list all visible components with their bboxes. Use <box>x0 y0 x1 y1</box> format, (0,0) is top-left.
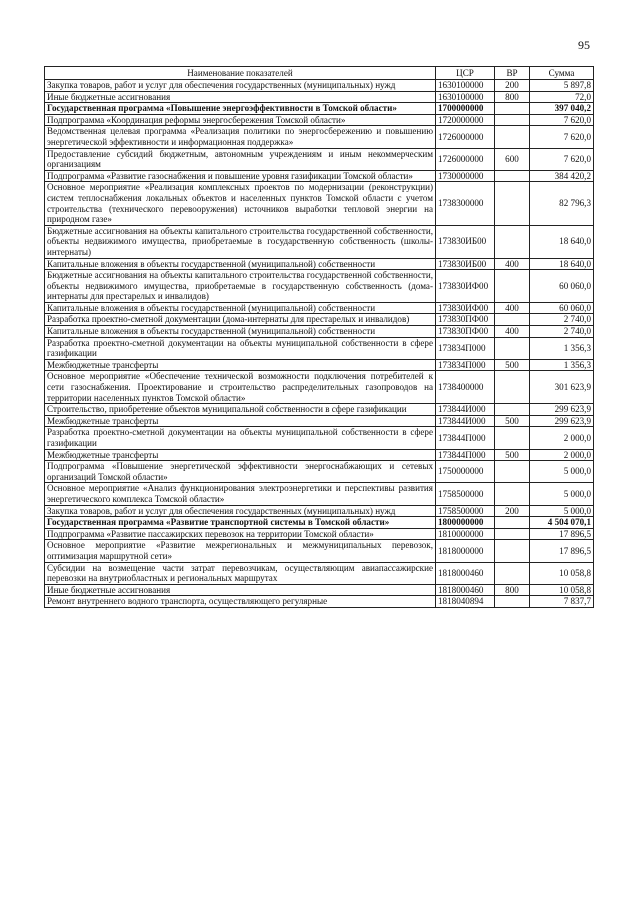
row-vr-cell <box>495 270 530 303</box>
table-row <box>45 415 594 427</box>
row-vr-cell: 600 <box>495 148 530 170</box>
row-sum-cell: 18 640,0 <box>530 258 594 270</box>
row-sum-cell: 4 504 070,1 <box>530 517 594 529</box>
row-vr-cell: 800 <box>495 91 530 103</box>
table-row <box>45 359 594 371</box>
table-row <box>45 483 594 505</box>
row-name-cell: Межбюджетные трансферты <box>45 415 436 427</box>
row-sum-cell: 60 060,0 <box>530 302 594 314</box>
row-csr-cell: 1818000460 <box>436 562 495 584</box>
row-name-cell: Подпрограмма «Повышение энергетической эффективности энергоснабжающих и сетевых организаций Томской области» <box>45 461 436 483</box>
table-row <box>45 540 594 562</box>
row-sum-cell: 18 640,0 <box>530 225 594 258</box>
row-sum-cell: 299 623,9 <box>530 404 594 416</box>
row-sum-cell: 10 058,8 <box>530 584 594 596</box>
row-csr-cell: 173830ПФ00 <box>436 314 495 326</box>
row-sum-cell: 82 796,3 <box>530 182 594 225</box>
row-vr-cell <box>495 562 530 584</box>
row-sum-cell: 2 740,0 <box>530 326 594 338</box>
row-vr-cell <box>495 483 530 505</box>
row-vr-cell: 400 <box>495 258 530 270</box>
row-vr-cell <box>495 225 530 258</box>
row-sum-cell: 5 000,0 <box>530 461 594 483</box>
row-csr-cell: 173830ПФ00 <box>436 326 495 338</box>
row-name-cell: Иные бюджетные ассигнования <box>45 91 436 103</box>
row-csr-cell: 173844П000 <box>436 449 495 461</box>
row-vr-cell <box>495 517 530 529</box>
row-sum-cell: 60 060,0 <box>530 270 594 303</box>
row-sum-cell: 17 896,5 <box>530 528 594 540</box>
row-csr-cell: 1726000000 <box>436 126 495 148</box>
table-row <box>45 528 594 540</box>
header-vr: ВР <box>495 67 530 80</box>
table-row <box>45 91 594 103</box>
table-row <box>45 461 594 483</box>
table-row <box>45 371 594 404</box>
table-row <box>45 314 594 326</box>
row-vr-cell: 400 <box>495 326 530 338</box>
row-vr-cell: 200 <box>495 80 530 92</box>
row-csr-cell: 1800000000 <box>436 517 495 529</box>
row-csr-cell: 1630100000 <box>436 91 495 103</box>
table-row <box>45 302 594 314</box>
header-name: Наименование показателей <box>45 67 436 80</box>
row-vr-cell <box>495 461 530 483</box>
row-name-cell: Разработка проектно-сметной документации на объекты муниципальной собственности в сфере газификации <box>45 337 436 359</box>
row-name-cell: Межбюджетные трансферты <box>45 449 436 461</box>
row-csr-cell: 173844П000 <box>436 427 495 449</box>
table-row <box>45 126 594 148</box>
row-csr-cell: 1630100000 <box>436 80 495 92</box>
row-name-cell: Разработка проектно-сметной документации (дома-интернаты для престарелых и инвалидов) <box>45 314 436 326</box>
row-name-cell: Капитальные вложения в объекты государственной (муниципальной) собственности <box>45 302 436 314</box>
row-name-cell: Иные бюджетные ассигнования <box>45 584 436 596</box>
row-name-cell: Ведомственная целевая программа «Реализация политики по энергосбережению и повышению энергетической эффективности и информационная поддержка» <box>45 126 436 148</box>
row-sum-cell: 2 740,0 <box>530 314 594 326</box>
table-row <box>45 80 594 92</box>
row-vr-cell: 500 <box>495 415 530 427</box>
row-name-cell: Государственная программа «Повышение энергоэффективности в Томской области» <box>45 103 436 115</box>
row-name-cell: Закупка товаров, работ и услуг для обеспечения государственных (муниципальных) нужд <box>45 80 436 92</box>
row-csr-cell: 1738400000 <box>436 371 495 404</box>
row-csr-cell: 1726000000 <box>436 148 495 170</box>
table-row <box>45 427 594 449</box>
row-csr-cell: 173830ИФ00 <box>436 302 495 314</box>
row-csr-cell: 173834П000 <box>436 359 495 371</box>
row-name-cell: Субсидии на возмещение части затрат перевозчикам, осуществляющим авиапассажирские перевозки на внутриобластных и региональных маршрутах <box>45 562 436 584</box>
row-sum-cell: 72,0 <box>530 91 594 103</box>
row-name-cell: Предоставление субсидий бюджетным, автономным учреждениям и иным некоммерческим организациям <box>45 148 436 170</box>
table-row <box>45 182 594 225</box>
header-sum: Сумма <box>530 67 594 80</box>
row-vr-cell <box>495 103 530 115</box>
row-vr-cell: 500 <box>495 359 530 371</box>
row-name-cell: Капитальные вложения в объекты государственной (муниципальной) собственности <box>45 326 436 338</box>
table-row <box>45 337 594 359</box>
row-vr-cell <box>495 314 530 326</box>
row-csr-cell: 1720000000 <box>436 114 495 126</box>
row-vr-cell <box>495 114 530 126</box>
table-row <box>45 404 594 416</box>
row-sum-cell: 5 000,0 <box>530 483 594 505</box>
row-vr-cell: 200 <box>495 505 530 517</box>
row-name-cell: Подпрограмма «Развитие газоснабжения и повышение уровня газификации Томской области» <box>45 170 436 182</box>
row-vr-cell <box>495 182 530 225</box>
row-sum-cell: 301 623,9 <box>530 371 594 404</box>
row-vr-cell <box>495 371 530 404</box>
row-name-cell: Подпрограмма «Развитие пассажирских перевозок на территории Томской области» <box>45 528 436 540</box>
row-vr-cell: 500 <box>495 449 530 461</box>
row-csr-cell: 1818000460 <box>436 584 495 596</box>
row-sum-cell: 5 000,0 <box>530 505 594 517</box>
row-name-cell: Основное мероприятие «Обеспечение технической возможности подключения потребителей к сети газоснабжения. Проектирование и строительство распределительных газопроводов на территории населенных пунктов Томской области» <box>45 371 436 404</box>
table-row <box>45 148 594 170</box>
table-row <box>45 326 594 338</box>
table-row <box>45 449 594 461</box>
row-sum-cell: 10 058,8 <box>530 562 594 584</box>
row-csr-cell: 173830ИБ00 <box>436 225 495 258</box>
row-sum-cell: 384 420,2 <box>530 170 594 182</box>
row-name-cell: Капитальные вложения в объекты государственной (муниципальной) собственности <box>45 258 436 270</box>
table-row <box>45 225 594 258</box>
row-name-cell: Государственная программа «Развитие транспортной системы в Томской области» <box>45 517 436 529</box>
table-row <box>45 170 594 182</box>
row-csr-cell: 1750000000 <box>436 461 495 483</box>
row-csr-cell: 1700000000 <box>436 103 495 115</box>
row-sum-cell: 17 896,5 <box>530 540 594 562</box>
row-name-cell: Основное мероприятие «Реализация комплексных проектов по модернизации (реконструкции) систем теплоснабжения локальных объектов и населенных пунктов Томской области с учетом строительства (технического перевооружения) источников выработки тепловой энергии на природном газе» <box>45 182 436 225</box>
row-name-cell: Подпрограмма «Координация реформы энергосбережения Томской области» <box>45 114 436 126</box>
table-row <box>45 103 594 115</box>
row-vr-cell <box>495 170 530 182</box>
row-csr-cell: 173844И000 <box>436 404 495 416</box>
table-row <box>45 584 594 596</box>
row-sum-cell: 397 040,2 <box>530 103 594 115</box>
row-csr-cell: 1758500000 <box>436 483 495 505</box>
table-row <box>45 596 594 608</box>
row-sum-cell: 1 356,3 <box>530 359 594 371</box>
row-name-cell: Строительство, приобретение объектов муниципальной собственности в сфере газификации <box>45 404 436 416</box>
row-sum-cell: 1 356,3 <box>530 337 594 359</box>
row-vr-cell <box>495 528 530 540</box>
row-vr-cell <box>495 337 530 359</box>
table-row <box>45 517 594 529</box>
header-csr: ЦСР <box>436 67 495 80</box>
row-sum-cell: 7 620,0 <box>530 114 594 126</box>
row-vr-cell: 800 <box>495 584 530 596</box>
row-name-cell: Разработка проектно-сметной документации на объекты муниципальной собственности в сфере газификации <box>45 427 436 449</box>
budget-table <box>44 66 594 608</box>
row-vr-cell <box>495 427 530 449</box>
row-csr-cell: 173830ИФ00 <box>436 270 495 303</box>
row-vr-cell <box>495 540 530 562</box>
row-name-cell: Закупка товаров, работ и услуг для обеспечения государственных (муниципальных) нужд <box>45 505 436 517</box>
row-sum-cell: 7 620,0 <box>530 148 594 170</box>
row-csr-cell: 1818000000 <box>436 540 495 562</box>
row-name-cell: Основное мероприятие «Развитие межрегиональных и межмуниципальных перевозок, оптимизация маршрутной сети» <box>45 540 436 562</box>
table-row <box>45 258 594 270</box>
row-csr-cell: 173830ИБ00 <box>436 258 495 270</box>
table-row <box>45 562 594 584</box>
row-sum-cell: 7 620,0 <box>530 126 594 148</box>
row-sum-cell: 2 000,0 <box>530 427 594 449</box>
row-csr-cell: 1738300000 <box>436 182 495 225</box>
table-row <box>45 505 594 517</box>
row-csr-cell: 1730000000 <box>436 170 495 182</box>
row-csr-cell: 173834П000 <box>436 337 495 359</box>
row-name-cell: Бюджетные ассигнования на объекты капитального строительства государственной собственности, объекты недвижимого имущества, приобретаемые в государственную собственность (школы-интернаты) <box>45 225 436 258</box>
row-vr-cell <box>495 596 530 608</box>
row-sum-cell: 299 623,9 <box>530 415 594 427</box>
row-csr-cell: 1818040894 <box>436 596 495 608</box>
row-sum-cell: 7 837,7 <box>530 596 594 608</box>
row-sum-cell: 2 000,0 <box>530 449 594 461</box>
row-sum-cell: 5 897,8 <box>530 80 594 92</box>
row-vr-cell <box>495 126 530 148</box>
row-name-cell: Бюджетные ассигнования на объекты капитального строительства государственной собственности, объекты недвижимого имущества, приобретаемые в государственную собственность (дома-интернаты для престарелых и инвалидов) <box>45 270 436 303</box>
row-vr-cell <box>495 404 530 416</box>
row-csr-cell: 1758500000 <box>436 505 495 517</box>
row-name-cell: Межбюджетные трансферты <box>45 359 436 371</box>
page-number: 95 <box>578 38 590 52</box>
row-name-cell: Ремонт внутреннего водного транспорта, осуществляющего регулярные <box>45 596 436 608</box>
row-name-cell: Основное мероприятие «Анализ функционирования электроэнергетики и перспективы развития энергетического комплекса Томской области» <box>45 483 436 505</box>
table-row <box>45 114 594 126</box>
row-vr-cell: 400 <box>495 302 530 314</box>
row-csr-cell: 1810000000 <box>436 528 495 540</box>
table-row <box>45 270 594 303</box>
row-csr-cell: 173844И000 <box>436 415 495 427</box>
table-header-row <box>45 67 594 80</box>
